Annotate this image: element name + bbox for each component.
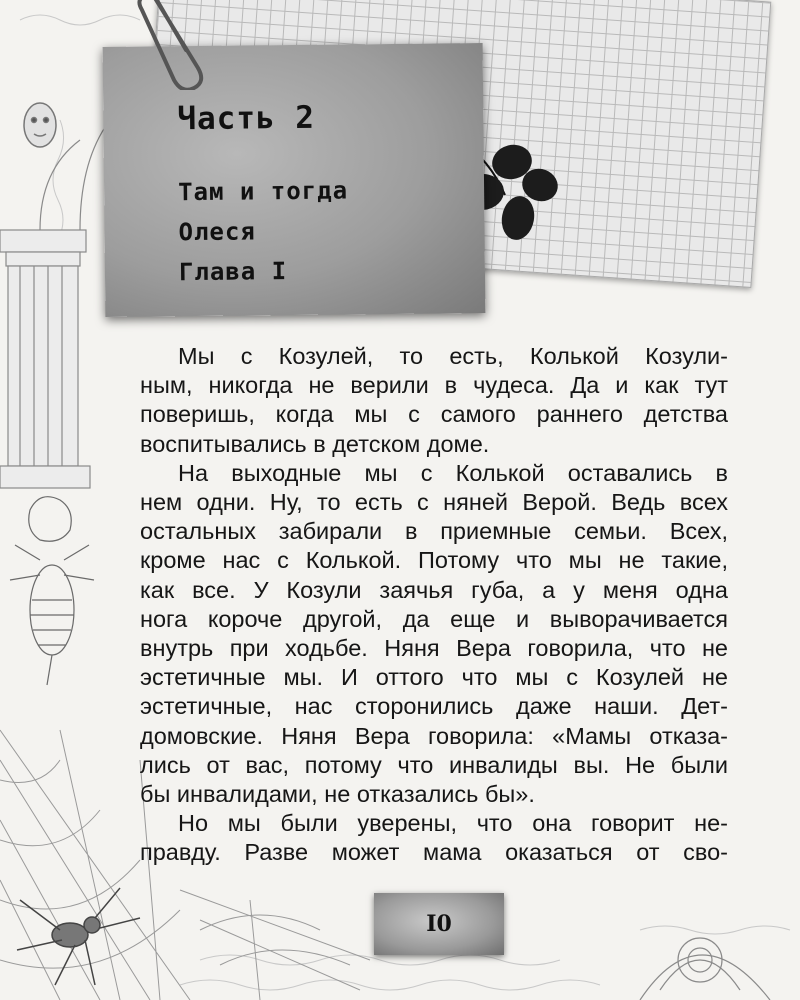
column-sketch [0,120,110,488]
paragraph-line: нога короче другой, да еще и выворачивается [140,605,728,632]
paperclip-icon [130,0,220,90]
paragraph-line: правду. Разве может мама оказаться от сво- [140,839,728,866]
part-title: Часть 2 [177,99,316,138]
mask-sketch [24,103,56,147]
paragraph-line: бы инвалидами, не отказались бы». [140,781,535,808]
paragraph-line: как все. У Козули заячья губа, а у меня одна [140,576,728,603]
insect-sketch [10,497,94,685]
narrator-name: Олеся [178,217,256,247]
section-subtitle: Там и тогда [177,176,349,207]
paragraph-line: ным, никогда не верили в чудеса. Да и как тут [140,372,728,399]
paragraph-line: кроме нас с Колькой. Потому что мы не такие, [140,547,728,574]
paragraph-line: внутрь при ходьбе. Няня Вера говорила, что не [140,635,728,662]
paragraph-line: воспитывались в детском доме. [140,430,490,457]
paragraph-line: Мы с Козулей, то есть, Колькой Козули- [178,343,728,369]
paragraph-line: остальных забирали в приемные семьи. Всех, [140,518,728,545]
paragraph-line: нем одни. Ну, то есть с няней Верой. Ведь всех [140,489,728,516]
paragraph-line: Но мы были уверены, что она говорит не- [178,810,728,837]
paragraph-line: лись от вас, потому что инвалиды вы. Не были [140,751,728,778]
paragraph-line: эстетичные, нас сторонились даже наши. Дет- [140,693,728,720]
paragraph-line: эстетичные мы. И оттого что мы с Козулей не [140,664,728,691]
paragraph-line: На выходные мы с Колькой оставались в [178,459,728,486]
chapter-body-text [140,342,728,868]
page-number: I0 [426,911,452,937]
chapter-title: Глава I [178,257,288,287]
page-number-plate [374,893,504,955]
paragraph-line: поверишь, когда мы с самого раннего детства [140,401,728,428]
paragraph-line: домовские. Няня Вера говорила: «Мамы отказа- [140,722,728,749]
